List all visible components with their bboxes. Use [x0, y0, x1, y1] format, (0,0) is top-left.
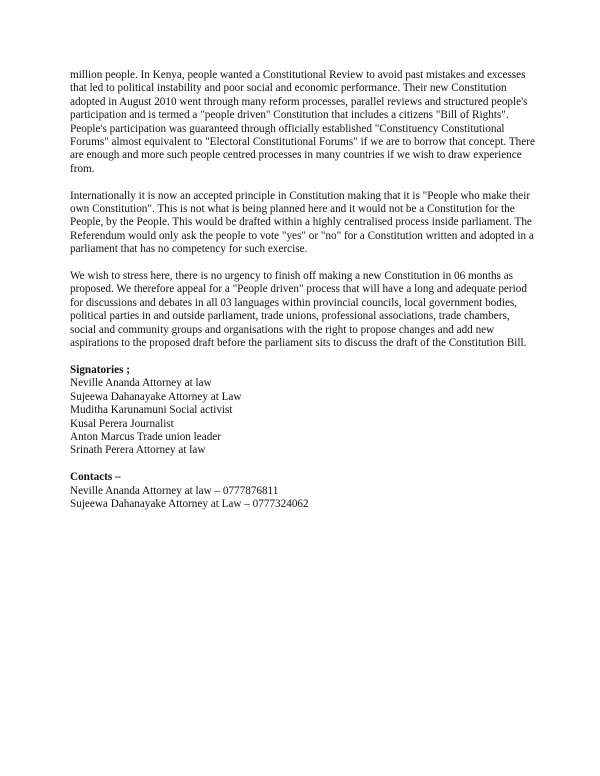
signatory-item: Sujeewa Dahanayake Attorney at Law — [70, 390, 242, 403]
contact-item: Sujeewa Dahanayake Attorney at Law – 0777324062 — [70, 497, 309, 510]
body-paragraph-1: million people. In Kenya, people wanted a Constitutional Review to avoid past mistakes and excesses that led to political instability and poor social and economic performance. Their new Constitution adopted in August 2010 went through many reform processes, parallel reviews and structured people's participation and is termed a "people driven" Constitution that includes a citizens "Bill of Rights". People's participation was guaranteed through officially established "Constituency Constitutional Forums" almost equivalent to "Electoral Constitutional Forums" if we are to borrow that concept. There are enough and more such people centred processes in many countries if we wish to draw experience from. — [70, 69, 535, 175]
contacts-section — [70, 471, 538, 511]
contacts-heading: Contacts – — [70, 471, 121, 484]
signatory-item: Kusal Perera Journalist — [70, 417, 174, 430]
contact-item: Neville Ananda Attorney at law – 0777876811 — [70, 484, 279, 497]
signatory-item: Anton Marcus Trade union leader — [70, 430, 222, 443]
signatories-section — [70, 364, 538, 458]
body-paragraph-3: We wish to stress here, there is no urgency to finish off making a new Constitution in 06 months as proposed. We therefore appeal for a "People driven" process that will have a long and adequate period for discussions and debates in all 03 languages within provincial councils, local government bodies, political parties in and outside parliament, trade unions, professional associations, trade chambers, social and community groups and organisations with the right to propose changes and add new aspirations to the proposed draft before the parliament sits to discuss the draft of the Constitution Bill. — [70, 270, 527, 350]
document-page — [70, 69, 538, 525]
body-paragraph-2: Internationally it is now an accepted principle in Constitution making that it is "People who make their own Constitution". This is not what is being planned here and it would not be a Constitution for the People, by the People. This would be drafted within a highly centralised process inside parliament. The Referendum would only ask the people to vote "yes" or "no" for a Constitution written and adopted in a parliament that has no competency for such exercise. — [70, 189, 534, 256]
signatory-item: Muditha Karunamuni Social activist — [70, 404, 233, 417]
signatory-item: Neville Ananda Attorney at law — [70, 377, 212, 390]
signatory-item: Srinath Perera Attorney at law — [70, 444, 206, 457]
signatories-heading: Signatories ; — [70, 363, 130, 376]
